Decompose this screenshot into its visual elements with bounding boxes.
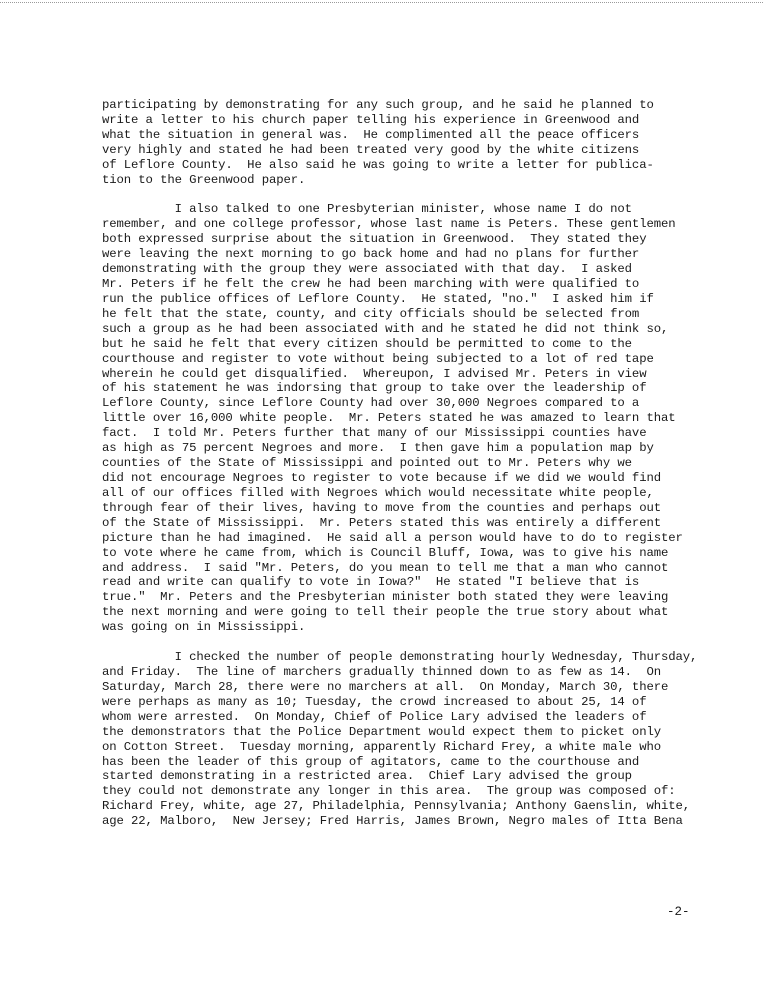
text-line: to vote where he came from, which is Council Bluff, Iowa, was to give his name: [102, 545, 669, 560]
text-line: what the situation in general was. He complimented all the peace officers: [102, 127, 640, 142]
text-line: he felt that the state, county, and city officials should be selected from: [102, 306, 640, 321]
text-line: but he said he felt that every citizen should be permitted to come to the: [102, 336, 632, 351]
text-line: and address. I said "Mr. Peters, do you mean to tell me that a man who cannot: [102, 560, 669, 575]
text-line: of the State of Mississippi. Mr. Peters stated this was entirely a different: [102, 515, 661, 530]
text-line: Mr. Peters if he felt the crew he had been marching with were qualified to: [102, 277, 640, 292]
paragraph-1: [102, 98, 722, 188]
text-line: participating by demonstrating for any such group, and he said he planned to: [102, 98, 654, 112]
page-number: -2-: [667, 905, 690, 919]
text-line: were perhaps as many as 10; Tuesday, the crowd increased to about 25, 14 of: [102, 694, 647, 709]
text-line: I also talked to one Presbyterian minister, whose name I do not: [102, 202, 632, 217]
text-line: of Leflore County. He also said he was going to write a letter for publica-: [102, 157, 654, 172]
text-line: tion to the Greenwood paper.: [102, 172, 306, 187]
text-line: was going on in Mississippi.: [102, 620, 306, 635]
text-line: remember, and one college professor, whose last name is Peters. These gentlemen: [102, 217, 676, 232]
text-line: whom were arrested. On Monday, Chief of Police Lary advised the leaders of: [102, 709, 647, 724]
text-line: on Cotton Street. Tuesday morning, apparently Richard Frey, a white male who: [102, 739, 661, 754]
text-line: both expressed surprise about the situation in Greenwood. They stated they: [102, 232, 647, 247]
text-line: wherein he could get disqualified. Whereupon, I advised Mr. Peters in view: [102, 366, 647, 381]
text-line: very highly and stated he had been treated very good by the white citizens: [102, 142, 640, 157]
text-line: true." Mr. Peters and the Presbyterian minister both stated they were leaving: [102, 590, 669, 605]
text-line: the demonstrators that the Police Department would expect them to picket only: [102, 724, 661, 739]
text-line: I checked the number of people demonstrating hourly Wednesday, Thursday,: [102, 650, 698, 665]
text-line: did not encourage Negroes to register to vote because if we did we would find: [102, 471, 661, 486]
text-line: courthouse and register to vote without being subjected to a lot of red tape: [102, 351, 654, 366]
text-line: picture than he had imagined. He said all a person would have to do to register: [102, 530, 683, 545]
text-line: age 22, Malboro, New Jersey; Fred Harris, James Brown, Negro males of Itta Bena: [102, 814, 683, 829]
page-top-edge: [0, 2, 763, 3]
text-line: read and write can qualify to vote in Iowa?" He stated "I believe that is: [102, 575, 640, 590]
text-line: write a letter to his church paper telling his experience in Greenwood and: [102, 112, 640, 127]
text-line: Richard Frey, white, age 27, Philadelphia, Pennsylvania; Anthony Gaenslin, white,: [102, 799, 691, 814]
text-line: through fear of their lives, having to move from the counties and perhaps out: [102, 500, 661, 515]
text-line: has been the leader of this group of agitators, came to the courthouse and: [102, 754, 640, 769]
text-line: and Friday. The line of marchers gradually thinned down to as few as 14. On: [102, 664, 661, 679]
text-line: little over 16,000 white people. Mr. Peters stated he was amazed to learn that: [102, 411, 676, 426]
text-line: Saturday, March 28, there were no marchers at all. On Monday, March 30, there: [102, 679, 669, 694]
text-line: of his statement he was indorsing that group to take over the leadership of: [102, 381, 647, 396]
text-line: fact. I told Mr. Peters further that many of our Mississippi counties have: [102, 426, 647, 441]
text-line: as high as 75 percent Negroes and more. I then gave him a population map by: [102, 441, 654, 456]
text-line: such a group as he had been associated with and he stated he did not think so,: [102, 321, 669, 336]
paragraph-3: [102, 650, 722, 829]
document-body: [102, 98, 722, 829]
text-line: Leflore County, since Leflore County had over 30,000 Negroes compared to a: [102, 396, 640, 411]
text-line: all of our offices filled with Negroes which would necessitate white people,: [102, 485, 654, 500]
text-line: counties of the State of Mississippi and pointed out to Mr. Peters why we: [102, 456, 632, 471]
text-line: run the publice offices of Leflore County. He stated, "no." I asked him if: [102, 291, 654, 306]
text-line: demonstrating with the group they were associated with that day. I asked: [102, 262, 632, 277]
text-line: they could not demonstrate any longer in this area. The group was composed of:: [102, 784, 676, 799]
paragraph-2: [102, 202, 722, 635]
text-line: started demonstrating in a restricted area. Chief Lary advised the group: [102, 769, 632, 784]
text-line: were leaving the next morning to go back home and had no plans for further: [102, 247, 640, 262]
text-line: the next morning and were going to tell their people the true story about what: [102, 605, 669, 620]
